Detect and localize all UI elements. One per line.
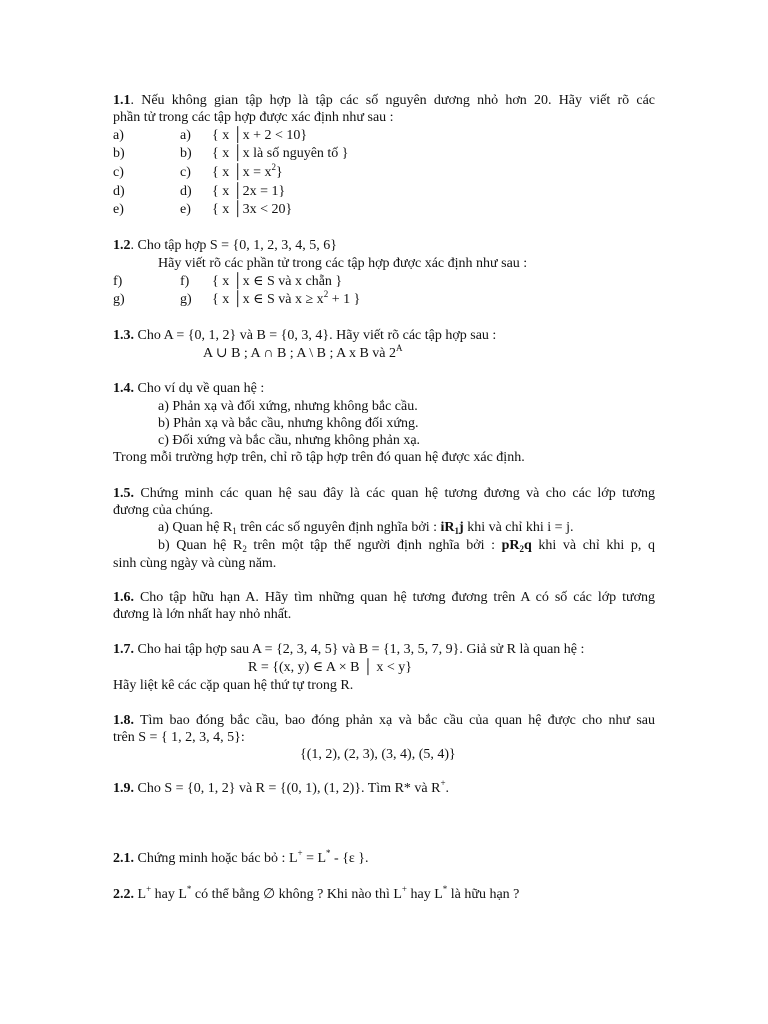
exercise-number: 1.7. bbox=[113, 642, 134, 657]
exercise-1-4-line-1: 1.4. Cho ví dụ về quan hệ : bbox=[113, 381, 265, 396]
exercise-number: 1.3. bbox=[113, 328, 134, 343]
exercise-1-8-line-2: trên S = { 1, 2, 3, 4, 5}: bbox=[113, 730, 245, 745]
exercise-number: 1.5. bbox=[113, 486, 134, 501]
exercise-number: 1.9. bbox=[113, 781, 134, 796]
exercise-number: 1.4. bbox=[113, 381, 134, 396]
list-item-continuation: sinh cùng ngày và cùng năm. bbox=[113, 556, 277, 571]
exercise-number: 1.2 bbox=[113, 238, 131, 253]
exercise-1-9-line-1: 1.9. Cho S = {0, 1, 2} và R = {(0, 1), (1, 2)}. Tìm R* và R+. bbox=[113, 778, 450, 796]
list-item: a) Phản xạ và đối xứng, nhưng không bắc cầu. bbox=[158, 399, 418, 414]
exercise-1-1-line-2: phần tử trong các tập hợp được xác định như sau : bbox=[113, 110, 394, 125]
exercise-1-8-line-1: 1.8. Tìm bao đóng bắc cầu, bao đóng phản xạ và bắc cầu của quan hệ được cho như sau bbox=[113, 713, 655, 728]
exercise-1-1-line-1: 1.1. Nếu không gian tập hợp là tập các số nguyên dương nhỏ hơn 20. Hãy viết rõ các bbox=[113, 93, 655, 108]
list-item: c) Đối xứng và bắc cầu, nhưng không phản xạ. bbox=[158, 433, 421, 448]
exercise-1-2-line-2: Hãy viết rõ các phần tử trong các tập hợp được xác định như sau : bbox=[158, 256, 528, 271]
exercise-1-4-footer: Trong mỗi trường hợp trên, chỉ rõ tập hợp trên đó quan hệ được xác định. bbox=[113, 450, 525, 465]
list-item: b) Quan hệ $R_2$ trên một tập thể người định nghĩa bởi : $pR_2q$ khi và chỉ khi p, q bbox=[158, 538, 655, 554]
exercise-2-2-line-1: 2.2. L+ hay L* có thể bằng ∅ không ? Khi nào thì L+ hay L* là hữu hạn ? bbox=[113, 884, 520, 902]
exercise-1-6-line-1: 1.6. Cho tập hữu hạn A. Hãy tìm những quan hệ tương đương trên A có số các lớp tương bbox=[113, 590, 655, 605]
exercise-1-5-line-1: 1.5. Chứng minh các quan hệ sau đây là các quan hệ tương đương và cho các lớp tương bbox=[113, 486, 655, 501]
exercise-number: 1.6. bbox=[113, 590, 134, 605]
exercise-1-6-line-2: đương là lớn nhất hay nhỏ nhất. bbox=[113, 607, 292, 622]
exercise-number: 1.1 bbox=[113, 93, 131, 108]
exercise-1-5-line-2: đương của chúng. bbox=[113, 503, 214, 518]
list-item: b) Phản xạ và bắc cầu, nhưng không đối xứng. bbox=[158, 416, 419, 431]
document-page: 1.1. Nếu không gian tập hợp là tập các số nguyên dương nhỏ hơn 20. Hãy viết rõ các phần tử trong các tập hợp được xác định như sau : a) a) { x │x + 2 < 10} b) b) { x │x là số nguyên tố } c) c) { x │x = $x^2$} d) d) { x │2x = 1} e) e) { x │3x < 20} 1.2. Cho tập hợp S = {0, 1, 2, 3, 4, 5, 6} Hãy viết rõ các phần tử trong các tập hợp được xác định như sau : f) f) { x │x ∈ S và x chẵn } g) g) { x │x ∈ S và $x \ge x^2 + 1$ } 1.3. Cho A = {0, 1, 2} và B = {0, 3, 4}. Hãy viết rõ các tập hợp sau : A ∪ B ; A ∩ B ; A \ B ; A x B và $2^A$ 1.4. Cho ví dụ về quan hệ : a) Phản xạ và đối xứng, nhưng không bắc cầu. b) Phản xạ và bắc cầu, nhưng không đối xứng. c) Đối xứng và bắc cầu, nhưng không phản xạ. Trong mỗi trường hợp trên, chỉ rõ tập hợp trên đó quan hệ được xác định. 1.5. Chứng minh các quan hệ sau đây là các quan hệ tương đương và cho các lớp tương đương của chúng. a) Quan hệ $R_1$ trên các số nguyên định nghĩa bởi : $iR_1j$ khi và chỉ khi i = j. b) Quan hệ $R_2$ trên một tập thể người định nghĩa bởi : $pR_2q$ khi và chỉ khi p, q sinh cùng ngày và cùng năm. 1.6. Cho tập hữu hạn A. Hãy tìm những quan hệ tương đương trên A có số các lớp tương đương là lớn nhất hay nhỏ nhất. 1.7. Cho hai tập hợp sau A = {2, 3, 4, 5} và B = {1, 3, 5, 7, 9}. Giả sử R là quan hệ : R = {(x, y) ∈ A × B │ x < y} Hãy liệt kê các cặp quan hệ thứ tự trong R. 1.8. Tìm bao đóng bắc cầu, bao đóng phản xạ và bắc cầu của quan hệ được cho như sau trên S = { 1, 2, 3, 4, 5}: {(1, 2), (2, 3), (3, 4), (5, 4)} 1.9. Cho S = {0, 1, 2} và R = {(0, 1), (1, 2)}. Tìm R* và R+. 2.1. Chứng minh hoặc bác bỏ : L+ = L* - {ε }. 2.2. L+ hay L* có thể bằng ∅ không ? Khi nào thì L+ hay L* là hữu hạn ? bbox=[113, 93, 655, 902]
exercise-1-7-footer: Hãy liệt kê các cặp quan hệ thứ tự trong R. bbox=[113, 678, 354, 693]
exercise-1-3-formula: A ∪ B ; A ∩ B ; A \ B ; A x B và $2^A$ bbox=[203, 343, 403, 361]
exercise-2-1-line-1: 2.1. Chứng minh hoặc bác bỏ : L+ = L* - {ε }. bbox=[113, 848, 369, 866]
exercise-number: 1.8. bbox=[113, 713, 134, 728]
exercise-1-3-line-1: 1.3. Cho A = {0, 1, 2} và B = {0, 3, 4}. Hãy viết rõ các tập hợp sau : bbox=[113, 328, 497, 343]
exercise-number: 2.2. bbox=[113, 887, 134, 902]
list-item: a) Quan hệ $R_1$ trên các số nguyên định nghĩa bởi : $iR_1j$ khi và chỉ khi i = j. bbox=[158, 520, 574, 536]
exercise-1-2-line-1: 1.2. Cho tập hợp S = {0, 1, 2, 3, 4, 5, 6} bbox=[113, 238, 337, 253]
exercise-number: 2.1. bbox=[113, 851, 134, 866]
exercise-1-7-line-1: 1.7. Cho hai tập hợp sau A = {2, 3, 4, 5} và B = {1, 3, 5, 7, 9}. Giả sử R là quan hệ : bbox=[113, 642, 585, 657]
exercise-1-8-formula: {(1, 2), (2, 3), (3, 4), (5, 4)} bbox=[300, 747, 456, 762]
exercise-1-7-formula: R = {(x, y) ∈ A × B │ x < y} bbox=[248, 660, 412, 675]
